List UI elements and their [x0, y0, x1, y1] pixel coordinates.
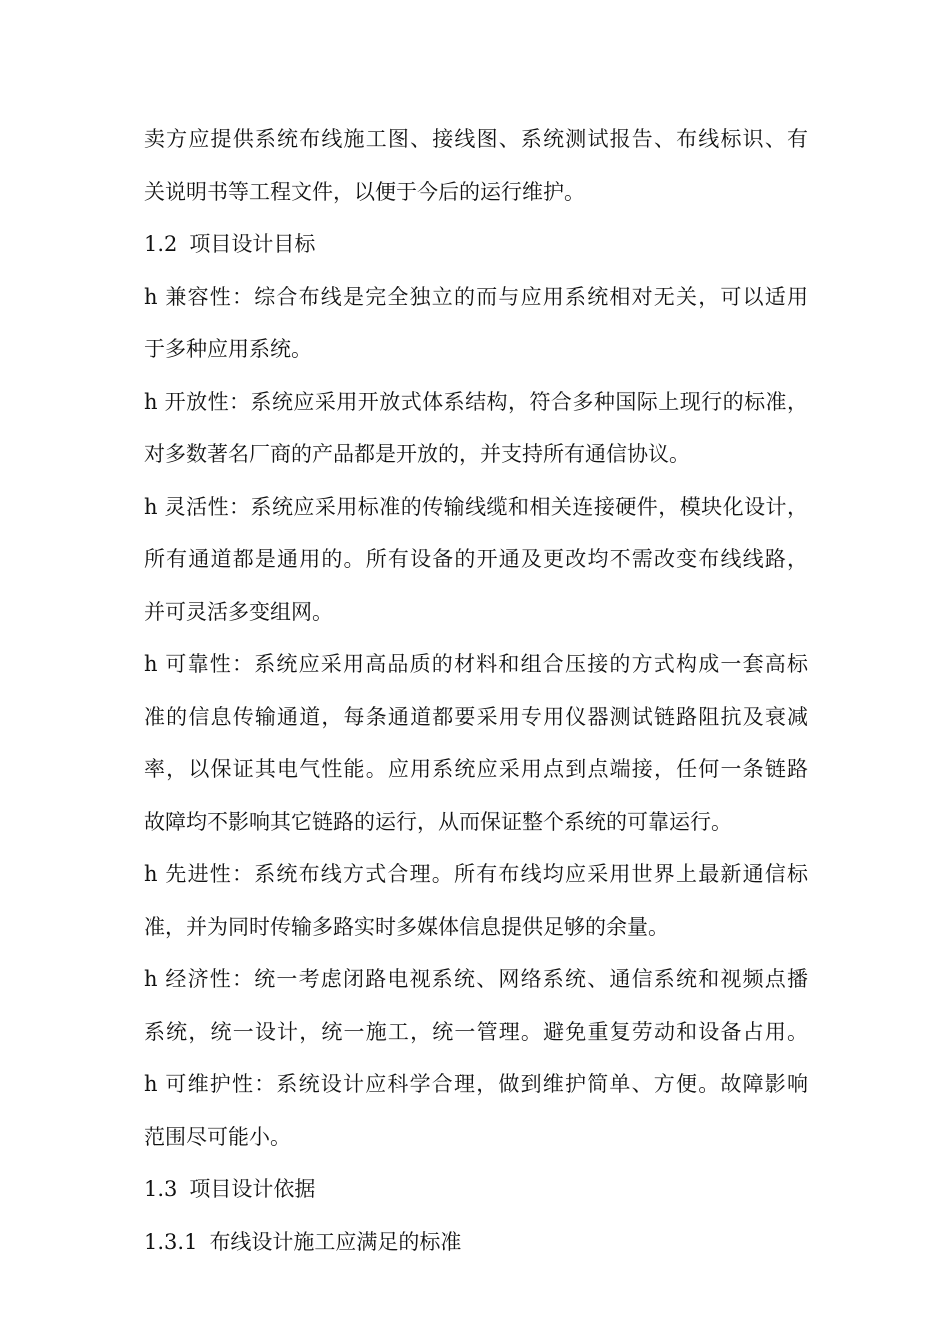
text-line: 关说明书等工程文件，以便于今后的运行维护。: [144, 179, 585, 204]
text-line: h 可维护性：系统设计应科学合理，做到维护简单、方便。故障影响: [144, 1072, 808, 1096]
text-line: 系统，统一设计，统一施工，统一管理。避免重复劳动和设备占用。: [144, 1019, 808, 1044]
section-heading-1-3: [144, 1163, 808, 1216]
paragraph-openness: [144, 376, 808, 481]
text-line: 并可灵活多变组网。: [144, 599, 333, 624]
text-line: 于多种应用系统。: [144, 337, 312, 361]
text-line: h 可靠性：系统应采用高品质的材料和组合压接的方式构成一套高标: [144, 652, 808, 676]
text-line: 率，以保证其电气性能。应用系统应采用点到点端接，任何一条链路: [144, 757, 808, 781]
document-body: [144, 113, 808, 1268]
text-line: 所有通道都是通用的。所有设备的开通及更改均不需改变布线线路，: [144, 547, 808, 571]
section-number: 1.3: [144, 1177, 178, 1201]
section-number: 1.2: [144, 232, 178, 256]
paragraph-flexibility: [144, 481, 808, 639]
section-number: 1.3.1: [144, 1229, 198, 1254]
paragraph-intro: [144, 113, 808, 218]
text-line: 对多数著名厂商的产品都是开放的，并支持所有通信协议。: [144, 442, 690, 466]
text-line: 卖方应提供系统布线施工图、接线图、系统测试报告、布线标识、有: [144, 127, 808, 151]
paragraph-compatibility: [144, 271, 808, 376]
section-heading-1-2: [144, 218, 808, 271]
section-title: 布线设计施工应满足的标准: [209, 1229, 462, 1254]
text-line: h 先进性：系统布线方式合理。所有布线均应采用世界上最新通信标: [144, 862, 808, 886]
text-line: 准的信息传输通道，每条通道都要采用专用仪器测试链路阻抗及衰减: [144, 704, 808, 729]
text-line: 故障均不影响其它链路的运行，从而保证整个系统的可靠运行。: [144, 809, 732, 834]
text-line: h 灵活性：系统应采用标准的传输线缆和相关连接硬件，模块化设计，: [144, 494, 808, 519]
text-line: h 兼容性：综合布线是完全独立的而与应用系统相对无关，可以适用: [144, 284, 808, 309]
text-line: 范围尽可能小。: [144, 1124, 291, 1149]
text-line: h 开放性：系统应采用开放式体系结构，符合多种国际上现行的标准，: [144, 389, 808, 414]
paragraph-economy: [144, 953, 808, 1058]
section-title: 项目设计目标: [189, 232, 316, 256]
section-heading-1-3-1: [144, 1216, 808, 1269]
text-line: 准，并为同时传输多路实时多媒体信息提供足够的余量。: [144, 914, 669, 939]
paragraph-advancement: [144, 848, 808, 953]
paragraph-reliability: [144, 638, 808, 848]
paragraph-maintainability: [144, 1058, 808, 1163]
section-title: 项目设计依据: [189, 1177, 316, 1201]
text-line: h 经济性：统一考虑闭路电视系统、网络系统、通信系统和视频点播: [144, 967, 808, 991]
